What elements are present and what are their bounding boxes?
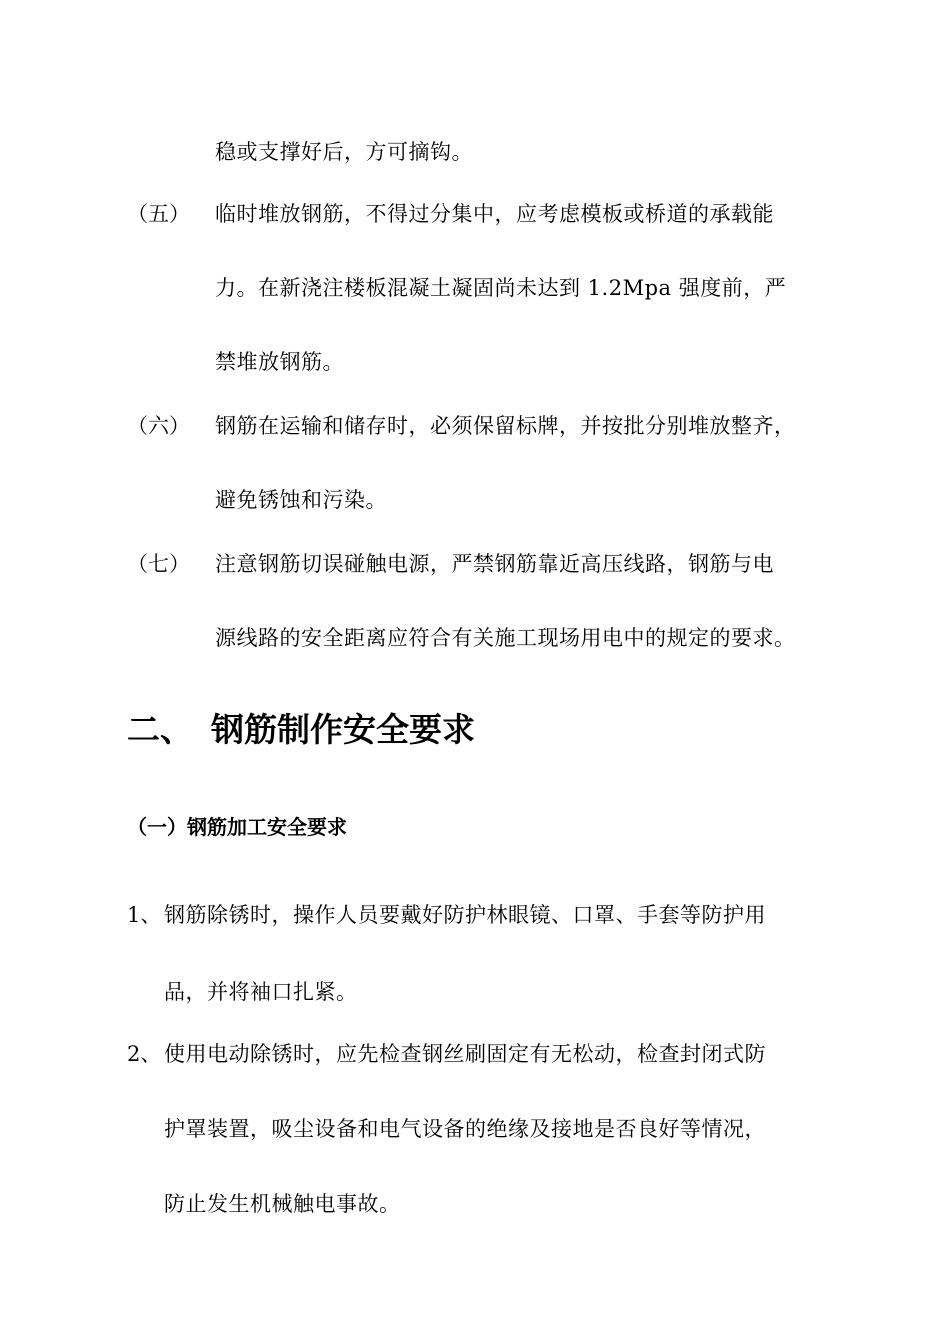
paragraph-line: 注意钢筋切误碰触电源，严禁钢筋靠近高压线路，钢筋与电: [215, 552, 774, 576]
paragraph-line: 禁堆放钢筋。: [215, 350, 344, 374]
list-marker: 2、: [127, 1042, 162, 1066]
subsection-heading: （一）钢筋加工安全要求: [127, 815, 347, 839]
list-marker: （五）: [127, 202, 190, 226]
paragraph-line: 防止发生机械触电事故。: [164, 1192, 401, 1216]
paragraph-line: 力。在新浇注楼板混凝土凝固尚未达到 1.2Mpa 强度前，严: [215, 276, 787, 300]
list-marker: （七）: [127, 552, 190, 576]
paragraph-line: 源线路的安全距离应符合有关施工现场用电中的规定的要求。: [215, 626, 796, 650]
paragraph-line: 稳或支撑好后，方可摘钩。: [215, 140, 473, 164]
list-marker: 1、: [127, 903, 162, 927]
section-number: 二、: [127, 710, 193, 749]
paragraph-line: 护罩装置，吸尘设备和电气设备的绝缘及接地是否良好等情况，: [164, 1117, 766, 1141]
paragraph-line: 避免锈蚀和污染。: [215, 488, 387, 512]
paragraph-line: 使用电动除锈时，应先检查钢丝刷固定有无松动，检查封闭式防: [164, 1042, 766, 1066]
paragraph-line: 钢筋除锈时，操作人员要戴好防护林眼镜、口罩、手套等防护用: [164, 903, 766, 927]
paragraph-line: 品，并将袖口扎紧。: [164, 980, 358, 1004]
section-title: 钢筋制作安全要求: [211, 710, 475, 749]
paragraph-line: 钢筋在运输和储存时，必须保留标牌，并按批分别堆放整齐，: [215, 414, 796, 438]
section-heading: [127, 708, 475, 752]
list-marker: （六）: [127, 414, 190, 438]
paragraph-line: 临时堆放钢筋，不得过分集中，应考虑模板或桥道的承载能: [215, 202, 774, 226]
